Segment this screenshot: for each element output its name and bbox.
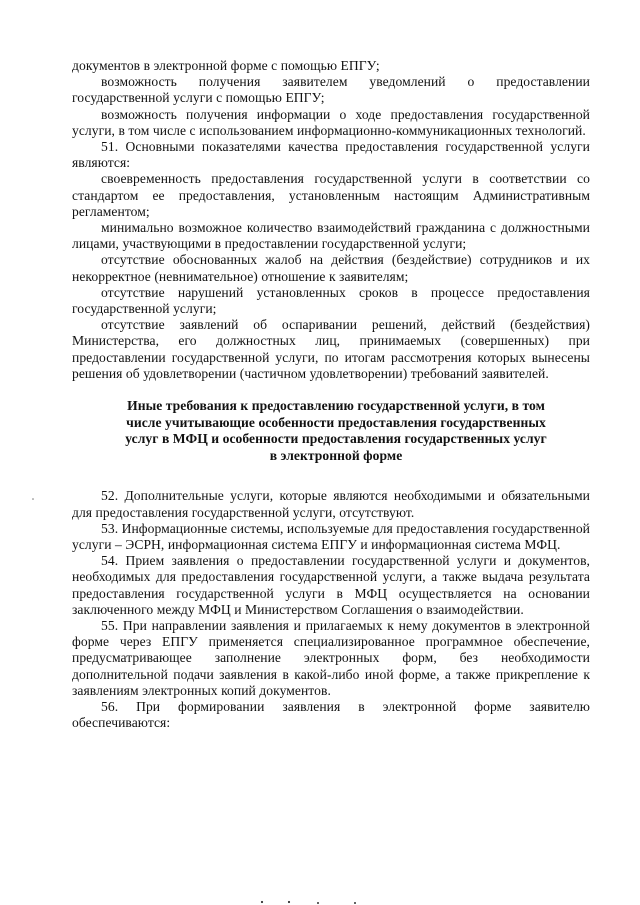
paragraph-no-deadline-violations: отсутствие нарушений установленных сроков в процессе предоставления государственной услуги; [72,284,590,317]
paragraph-53: 53. Информационные системы, используемые для предоставления государственной услуги – ЭСРН, информационная система ЕПГУ и информационная система МФЦ. [72,520,591,553]
paragraph-continuation: документов в электронной форме с помощью ЕПГУ; [72,58,380,73]
paragraph-54: 54. Прием заявления о предоставлении государственной услуги и документов, необходимых для предоставления государственной услуги, а также выдача результата предоставления государственной услуги в МФЦ осуществляется на основании заключенного между МФЦ и Министерством Соглашения о взаимодействии. [72,553,590,617]
paragraph-51: 51. Основными показателями качества предоставления государственной услуги являются: [72,139,590,171]
paragraph-52: 52. Дополнительные услуги, которые являются необходимыми и обязательными для предоставления государственной услуги, отсутствуют. [72,488,590,520]
paragraph-notifications: возможность получения заявителем уведомлений о предоставлении государственной услуги с помощью ЕПГУ; [72,74,590,106]
paragraph-no-complaints: отсутствие обоснованных жалоб на действия (бездействие) сотрудников и их некорректное (невнимательное) отношение к заявителям; [72,252,590,284]
paragraph-minimal-interactions: минимально возможное количество взаимодействий гражданина с должностными лицами, участвующими в предоставлении государственной услуги; [72,220,590,252]
paragraph-progress-info: возможность получения информации о ходе предоставления государственной услуги, в том числе с использованием информационно-коммуникационных технологий. [72,106,590,138]
paragraph-no-appeals: отсутствие заявлений об оспаривании решений, действий (бездействия) Министерства, его должностных лиц, принимаемых (совершенных) при предоставлении государственной услуги, по итогам рассмотрения которых вынесены решения об удовлетворении (частичном удовлетворении) требований заявителей. [72,317,590,381]
paragraph-55: 55. При направлении заявления и прилагаемых к нему документов в электронной форме через ЕПГУ применяется специализированное программное обеспечение, предусматривающее заполнение электронных форм, без необходимости дополнительной подачи заявления в какой-либо иной форме, а также прикрепление к заявлениям электронных копий документов. [72,618,590,698]
paragraph-timeliness: своевременность предоставления государственной услуги в соответствии со стандартом ее предоставления, установленным настоящим Административным регламентом; [72,171,590,219]
document-page [72,58,590,731]
section-heading: Иные требования к предоставлению государственной услуги, в том числе учитывающие особенности предоставления государственных услуг в МФЦ и особенности предоставления государственных услуг в электронной форме [125,398,547,463]
paragraph-56: 56. При формировании заявления в электронной форме заявителю обеспечиваются: [72,699,590,731]
